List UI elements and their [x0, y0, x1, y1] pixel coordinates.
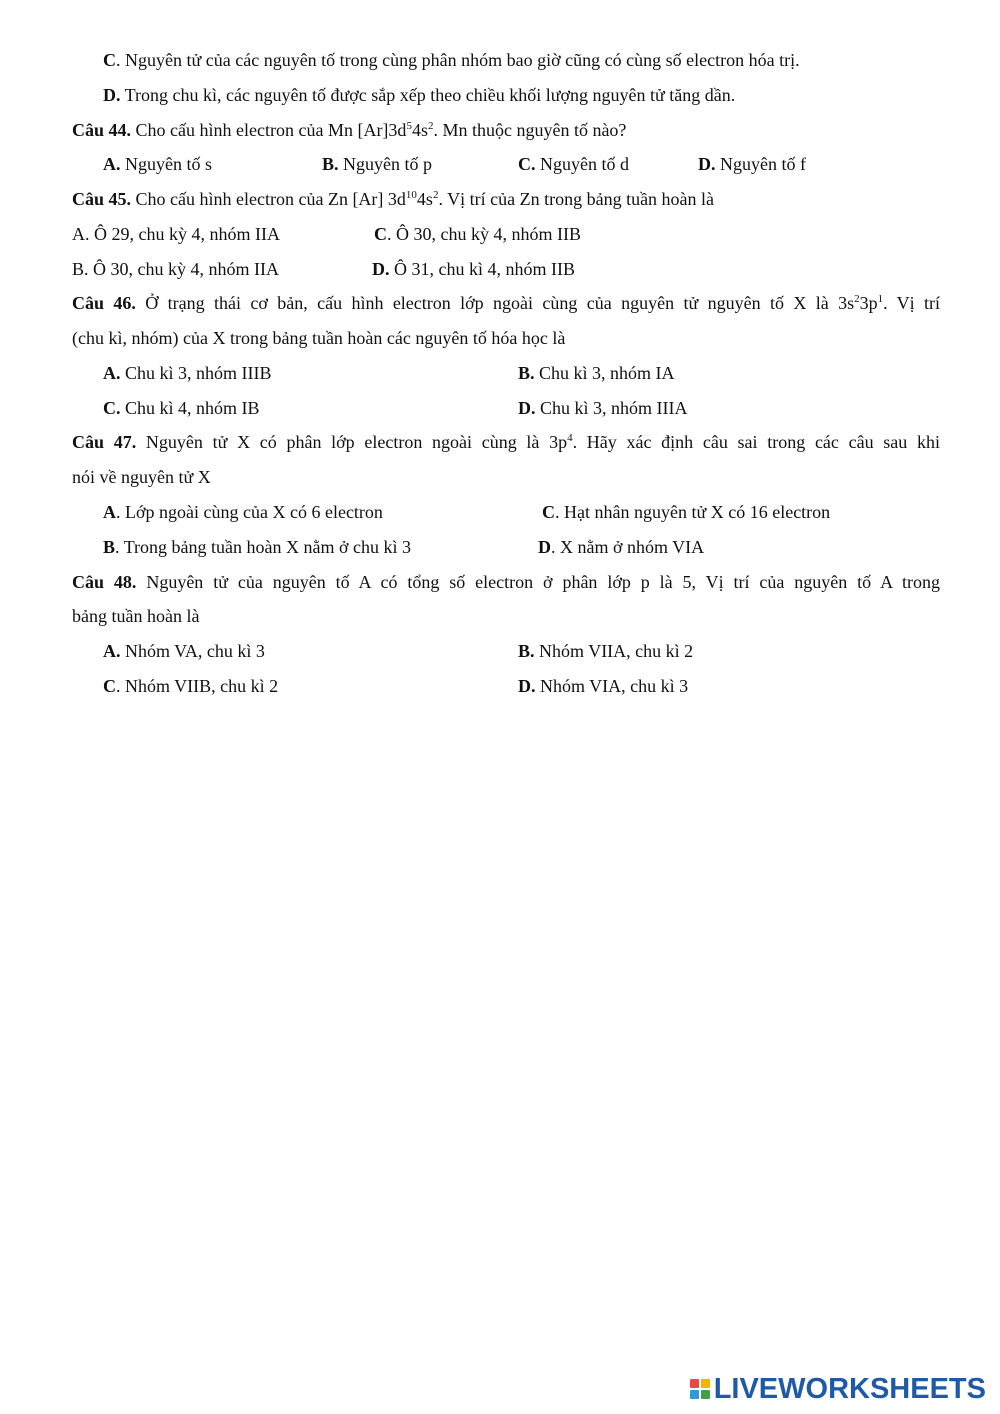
- q45-option-c[interactable]: C. Ô 30, chu kỳ 4, nhóm IIB: [374, 224, 581, 244]
- question-45: Câu 45. Cho cấu hình electron của Zn [Ar] $3d^{10}4s^2$. Vị trí của Zn trong bảng tuần hoàn là: [72, 189, 715, 209]
- q47-option-d[interactable]: D. X nằm ở nhóm VIA: [538, 537, 705, 557]
- question-44: Câu 44. Cho cấu hình electron của Mn $[Ar]3d^54s^2$. Mn thuộc nguyên tố nào?: [72, 120, 627, 140]
- logo-square-1: [690, 1379, 699, 1388]
- q48-option-b[interactable]: B. Nhóm VIIA, chu kì 2: [518, 641, 694, 661]
- logo-square-3: [690, 1390, 699, 1399]
- q44-option-a[interactable]: A. Nguyên tố s: [103, 154, 212, 174]
- question-48: Câu 48. Nguyên tử của nguyên tố A có tổng số electron ở phân lớp p là 5, Vị trí của nguyên tố A trong: [72, 572, 940, 592]
- q46-option-d[interactable]: D. Chu kì 3, nhóm IIIA: [518, 398, 688, 418]
- option-d-prev: D. Trong chu kì, các nguyên tố được sắp xếp theo chiều khối lượng nguyên tử tăng dần.: [103, 85, 736, 105]
- question-47: Câu 47. Nguyên tử X có phân lớp electron ngoài cùng là $3p^4$. Hãy xác định câu sai trong các câu sau khi: [72, 432, 940, 452]
- question-48-line2: bảng tuần hoàn là: [72, 606, 200, 626]
- q47-option-b[interactable]: B. Trong bảng tuần hoàn X nằm ở chu kì 3: [103, 537, 412, 557]
- q45-option-b[interactable]: B. Ô 30, chu kỳ 4, nhóm IIA: [72, 259, 279, 279]
- q45-option-d[interactable]: D. Ô 31, chu kì 4, nhóm IIB: [372, 259, 575, 279]
- q44-option-c[interactable]: C. Nguyên tố d: [518, 154, 629, 174]
- brand-name: LIVEWORKSHEETS: [713, 1372, 986, 1405]
- q48-option-a[interactable]: A. Nhóm VA, chu kì 3: [103, 641, 265, 661]
- question-47-line2: nói về nguyên tử X: [72, 467, 211, 487]
- question-46-line2: (chu kì, nhóm) của X trong bảng tuần hoàn các nguyên tố hóa học là: [72, 328, 566, 348]
- logo-square-2: [701, 1379, 710, 1388]
- q46-option-a[interactable]: A. Chu kì 3, nhóm IIIB: [103, 363, 272, 383]
- q47-option-a[interactable]: A. Lớp ngoài cùng của X có 6 electron: [103, 502, 383, 522]
- q44-option-b[interactable]: B. Nguyên tố p: [322, 154, 433, 174]
- q45-option-a[interactable]: A. Ô 29, chu kỳ 4, nhóm IIA: [72, 224, 280, 244]
- q47-option-c[interactable]: C. Hạt nhân nguyên tử X có 16 electron: [542, 502, 831, 522]
- liveworksheets-logo-icon: [690, 1379, 710, 1399]
- q46-option-b[interactable]: B. Chu kì 3, nhóm IA: [518, 363, 675, 383]
- liveworksheets-brand[interactable]: [690, 1374, 986, 1404]
- question-46: Câu 46. Ở trạng thái cơ bản, cấu hình electron lớp ngoài cùng của nguyên tử nguyên tố X là $3s^23p^1$. Vị trí: [72, 293, 941, 313]
- q48-option-c[interactable]: C. Nhóm VIIB, chu kì 2: [103, 676, 279, 696]
- logo-square-4: [701, 1390, 710, 1399]
- option-c-prev: C. Nguyên tử của các nguyên tố trong cùng phân nhóm bao giờ cũng có cùng số electron hóa trị.: [103, 50, 800, 70]
- q44-option-d[interactable]: D. Nguyên tố f: [698, 154, 806, 174]
- q48-option-d[interactable]: D. Nhóm VIA, chu kì 3: [518, 676, 689, 696]
- q46-option-c[interactable]: C. Chu kì 4, nhóm IB: [103, 398, 260, 418]
